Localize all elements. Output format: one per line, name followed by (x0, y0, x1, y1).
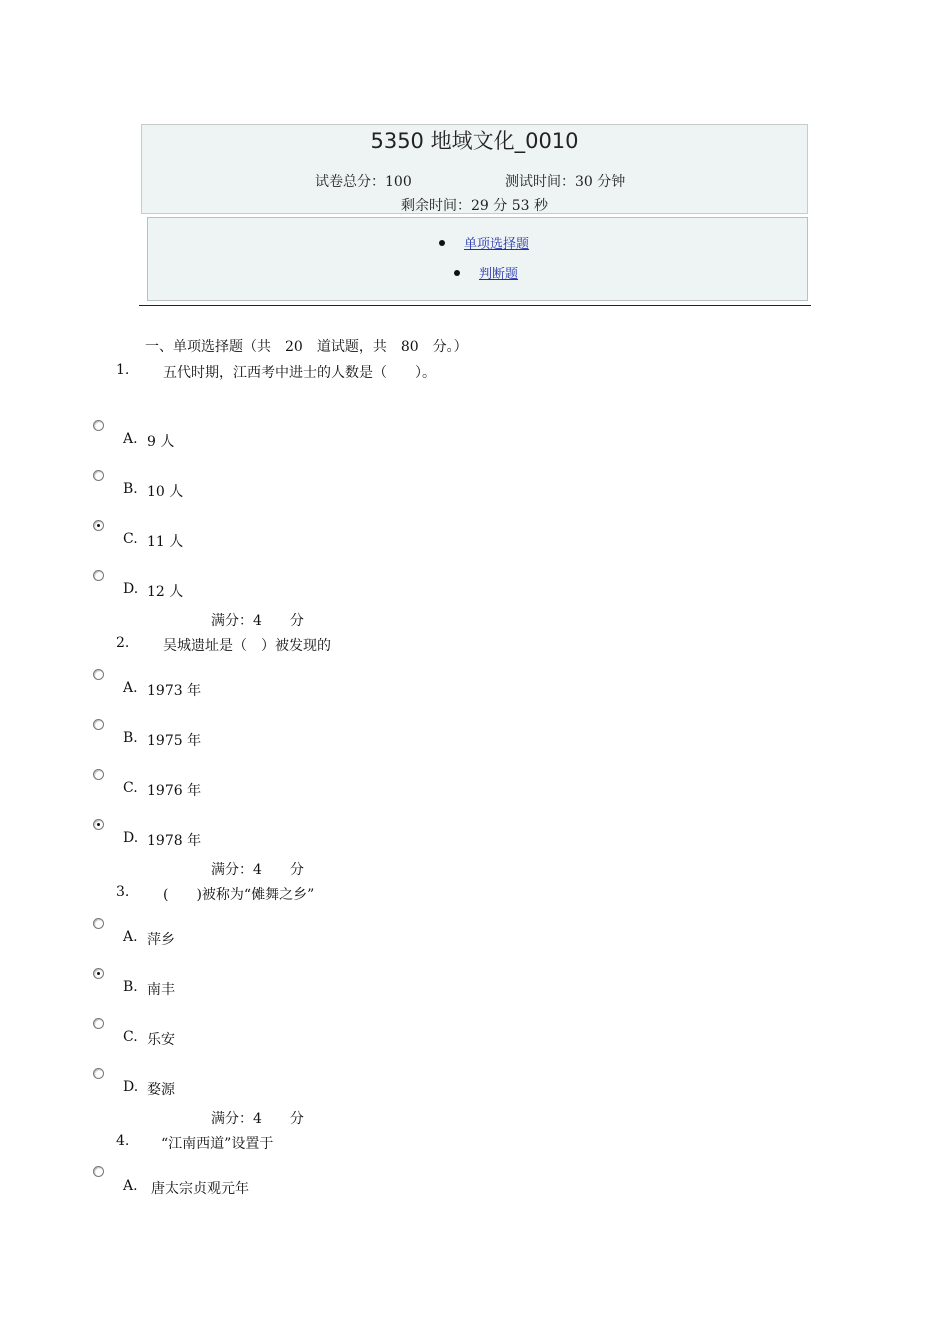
option-label: C. (123, 531, 138, 547)
option-text: 1976 年 (147, 783, 202, 799)
question-score: 满分：4 分 (211, 613, 304, 629)
question-number: 2. (116, 635, 130, 651)
option-label: B. (123, 481, 138, 497)
option-label: D. (123, 830, 139, 846)
option-text: 12 人 (147, 584, 184, 600)
radio-button[interactable] (93, 570, 104, 581)
exam-header (141, 124, 808, 214)
radio-button-selected[interactable] (93, 968, 104, 979)
option-text: 1978 年 (147, 833, 202, 849)
radio-button[interactable] (93, 1166, 104, 1177)
nav-item-true-false (454, 263, 518, 282)
radio-button[interactable] (93, 470, 104, 481)
option-text: 11 人 (147, 534, 184, 550)
option-label: D. (123, 1079, 139, 1095)
option-label: D. (123, 581, 139, 597)
nav-link-single-choice[interactable]: 单项选择题 (464, 237, 530, 252)
option-text: 9 人 (147, 434, 175, 450)
radio-button[interactable] (93, 669, 104, 680)
question-number: 3. (116, 884, 130, 900)
question-number: 4. (116, 1133, 130, 1149)
bullet-icon (454, 270, 460, 276)
question-number: 1. (116, 362, 130, 378)
question-score: 满分：4 分 (211, 1111, 304, 1127)
option-text: 萍乡 (147, 932, 175, 948)
radio-button[interactable] (93, 1068, 104, 1079)
nav-item-single-choice (439, 233, 529, 252)
question-text: ( )被称为“傩舞之乡” (163, 887, 315, 903)
option-text: 10 人 (147, 484, 184, 500)
nav-link-true-false[interactable]: 判断题 (479, 267, 519, 282)
question-score: 满分：4 分 (211, 862, 304, 878)
radio-button-selected[interactable] (93, 819, 104, 830)
section-heading: 一、单项选择题（共 20 道试题，共 80 分。） (145, 339, 468, 355)
radio-button[interactable] (93, 1018, 104, 1029)
option-text: 南丰 (147, 982, 175, 998)
option-label: C. (123, 1029, 138, 1045)
option-label: B. (123, 979, 138, 995)
radio-button[interactable] (93, 918, 104, 929)
option-label: A. (123, 1178, 138, 1194)
option-text: 唐太宗贞观元年 (151, 1181, 249, 1197)
total-score: 试卷总分：100 (315, 174, 412, 190)
option-text: 1975 年 (147, 733, 202, 749)
bullet-icon (439, 240, 445, 246)
question-text: “江南西道”设置于 (161, 1136, 274, 1152)
question-text: 五代时期，江西考中进士的人数是（ ）。 (163, 365, 436, 381)
header-divider (139, 305, 811, 306)
option-label: A. (123, 929, 138, 945)
exam-title: 5350 地域文化_0010 (370, 129, 579, 153)
radio-button[interactable] (93, 769, 104, 780)
question-text: 吴城遗址是（ ）被发现的 (163, 638, 331, 654)
section-nav (147, 217, 808, 301)
option-label: A. (123, 680, 138, 696)
option-label: A. (123, 431, 138, 447)
option-label: B. (123, 730, 138, 746)
radio-button-selected[interactable] (93, 520, 104, 531)
option-text: 1973 年 (147, 683, 202, 699)
option-text: 乐安 (147, 1032, 175, 1048)
option-label: C. (123, 780, 138, 796)
test-time: 测试时间：30 分钟 (505, 174, 626, 190)
radio-button[interactable] (93, 719, 104, 730)
remaining-time: 剩余时间：29 分 53 秒 (401, 198, 548, 214)
radio-button[interactable] (93, 420, 104, 431)
option-text: 婺源 (147, 1082, 175, 1098)
